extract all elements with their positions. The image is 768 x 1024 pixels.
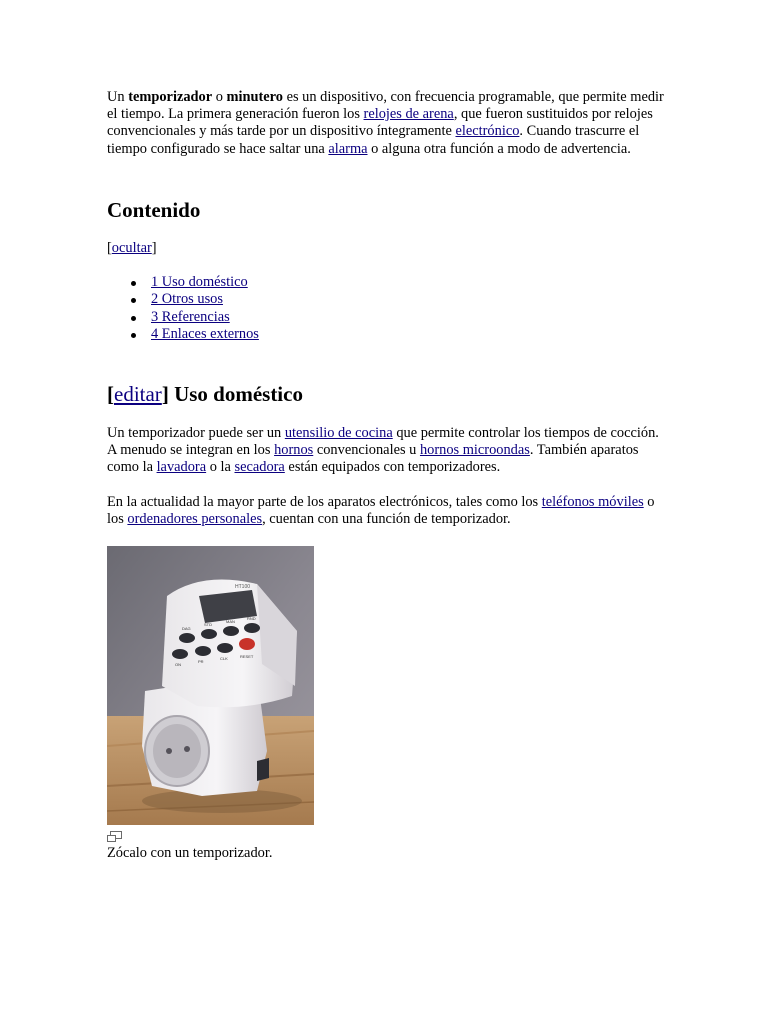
link-hornos-microondas[interactable]: hornos microondas (419, 442, 530, 459)
link-lavadora[interactable]: lavadora (156, 459, 207, 476)
toc-link-otros-usos[interactable]: 2 Otros usos (151, 291, 223, 308)
timer-socket-image (107, 546, 314, 825)
intro-text: es un dispositivo, con frecuencia programable, que permite medir el tiempo. La primera generación fueron los (107, 89, 664, 123)
link-electronico[interactable]: electrónico (455, 123, 520, 140)
paragraph-text: Un temporizador puede ser un (107, 425, 285, 441)
bracket: ] (151, 240, 157, 256)
button-label: RESET (240, 654, 254, 659)
magnify-icon[interactable] (107, 831, 123, 843)
link-secadora[interactable]: secadora (234, 459, 285, 476)
paragraph-uso-domestico (107, 425, 667, 477)
toc-link-uso-domestico[interactable]: 1 Uso doméstico (151, 274, 248, 290)
button-label: RND (247, 616, 256, 621)
toc-item (131, 274, 259, 291)
section-title: Uso doméstico (168, 382, 303, 406)
toc-item (131, 291, 259, 308)
timer-photo[interactable] (107, 546, 314, 825)
term-temporizador: temporizador (128, 89, 213, 105)
link-ordenadores-personales[interactable]: ordenadores personales (127, 511, 263, 528)
intro-text: o alguna otra función a modo de advertencia. (367, 140, 631, 157)
toc-item (131, 326, 259, 343)
paragraph-text: están equipados con temporizadores. (284, 459, 501, 476)
link-alarma[interactable]: alarma (328, 140, 368, 157)
link-hornos[interactable]: hornos (274, 442, 314, 459)
link-relojes-de-arena[interactable]: relojes de arena (363, 106, 454, 123)
bracket: [ (107, 240, 112, 256)
figure-caption: Zócalo con un temporizador. (107, 845, 273, 861)
edit-section-link[interactable]: editar (114, 382, 162, 406)
toc-item (131, 309, 259, 326)
section-heading (107, 382, 303, 406)
intro-text: . Cuando trascurre el tiempo configurado se hace saltar una (107, 123, 640, 157)
button-label: ON (175, 662, 181, 667)
button-label: MAN (226, 619, 235, 624)
paragraph-text: o los (107, 494, 655, 528)
intro-paragraph (107, 89, 667, 158)
term-minutero: minutero (226, 89, 283, 105)
bracket: ] (161, 382, 169, 406)
toc-link-enlaces-externos[interactable]: 4 Enlaces externos (151, 326, 259, 343)
paragraph-text: o la (206, 459, 235, 476)
paragraph-text: , cuentan con una función de temporizador. (262, 511, 511, 528)
intro-text: , que fueron sustituidos por relojes convencionales y más tarde por un dispositivo íntegramente (107, 106, 653, 140)
button-label: CLK (220, 656, 228, 661)
toc-hide-link[interactable]: ocultar (111, 240, 152, 256)
button-label: STD (204, 622, 212, 627)
device-brand-label: HT100 (235, 584, 251, 590)
link-utensilio-de-cocina[interactable]: utensilio de cocina (284, 425, 393, 441)
intro-text: Un (107, 89, 129, 105)
bracket: [ (107, 382, 114, 406)
toc-list (131, 274, 259, 344)
button-label: PR (198, 659, 204, 664)
paragraph-text: . También aparatos como la (107, 442, 639, 476)
toc-title: Contenido (107, 198, 201, 222)
paragraph-aparatos (107, 494, 667, 528)
link-telefonos-moviles[interactable]: teléfonos móviles (541, 494, 644, 510)
paragraph-text: que permite controlar los tiempos de cocción. A menudo se integran en los (107, 425, 659, 459)
button-label: DAG (182, 626, 191, 631)
paragraph-text: En la actualidad la mayor parte de los aparatos electrónicos, tales como los (107, 494, 542, 510)
toc-toggle (107, 240, 157, 257)
paragraph-text: convencionales u (313, 442, 420, 459)
toc-link-referencias[interactable]: 3 Referencias (151, 308, 230, 325)
intro-text: o (212, 89, 227, 105)
